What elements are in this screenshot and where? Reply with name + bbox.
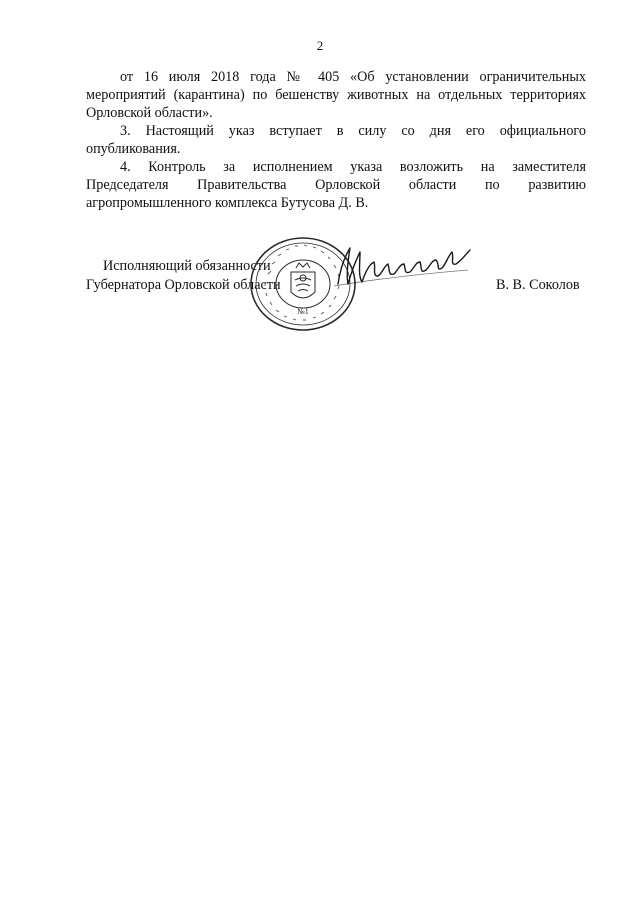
signer-name: В. В. Соколов <box>496 277 580 293</box>
text-line: опубликования. <box>86 141 181 157</box>
page-number: 2 <box>316 38 324 53</box>
text-line: Председателя Правительства Орловской области по развитию <box>86 177 586 193</box>
text-line: агропромышленного комплекса Бутусова Д. В. <box>86 195 369 211</box>
text-line: Орловской области». <box>86 105 213 121</box>
handwritten-signature <box>330 240 480 290</box>
paragraph-control <box>86 158 586 212</box>
seal-number: №1 <box>297 307 309 316</box>
signer-position-line1: Исполняющий обязанности <box>103 258 271 274</box>
document-body <box>86 68 586 212</box>
text-line: 4. Контроль за исполнением указа возложить на заместителя <box>120 159 586 175</box>
paragraph-effective-date <box>86 122 586 158</box>
text-line: от 16 июля 2018 года № 405 «Об установлении ограничительных <box>120 69 586 85</box>
text-line: мероприятий (карантина) по бешенству животных на отдельных территориях <box>86 87 586 103</box>
signer-position-line2: Губернатора Орловской области <box>86 277 281 293</box>
paragraph-decree-reference <box>86 68 586 122</box>
text-line: 3. Настоящий указ вступает в силу со дня его официального <box>120 123 586 139</box>
